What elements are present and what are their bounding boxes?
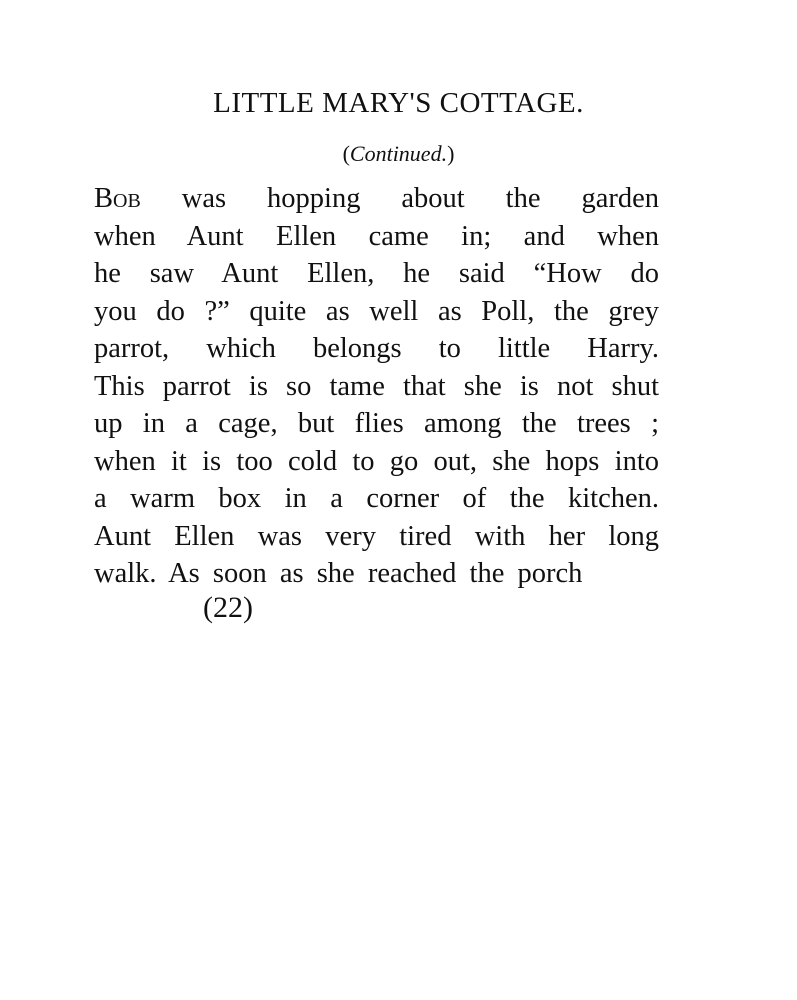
chapter-subtitle bbox=[0, 140, 797, 168]
text-line-3: he saw Aunt Ellen, he said “How do bbox=[94, 258, 659, 289]
text-line-2: when Aunt Ellen came in; and when bbox=[94, 220, 659, 252]
first-word: Bob bbox=[94, 183, 141, 214]
text-line-10: Aunt Ellen was very tired with her long bbox=[94, 520, 659, 552]
text-line-7: up in a cage, but flies among the trees ; bbox=[94, 408, 659, 439]
text-line-8: when it is too cold to go out, she hops into bbox=[94, 445, 659, 477]
text-line-4: you do ?” quite as well as Poll, the grey bbox=[94, 295, 659, 327]
text-line-9: a warm box in a corner of the kitchen. bbox=[94, 483, 659, 514]
page-number: (22) bbox=[203, 591, 253, 624]
body-text bbox=[94, 180, 659, 593]
text-line-1 bbox=[94, 180, 659, 218]
subtitle-open-paren: ( bbox=[342, 141, 350, 166]
subtitle-close-paren: ) bbox=[447, 141, 455, 166]
text-line-6: This parrot is so tame that she is not shut bbox=[94, 370, 659, 402]
text-line-11: walk. As soon as she reached the porch bbox=[94, 558, 583, 589]
chapter-title: LITTLE MARY'S COTTAGE. bbox=[213, 87, 584, 119]
text-line-5: parrot, which belongs to little Harry. bbox=[94, 333, 659, 364]
subtitle-continued: Continued. bbox=[349, 141, 448, 166]
first-line-rest: was hopping about the garden bbox=[140, 183, 659, 214]
